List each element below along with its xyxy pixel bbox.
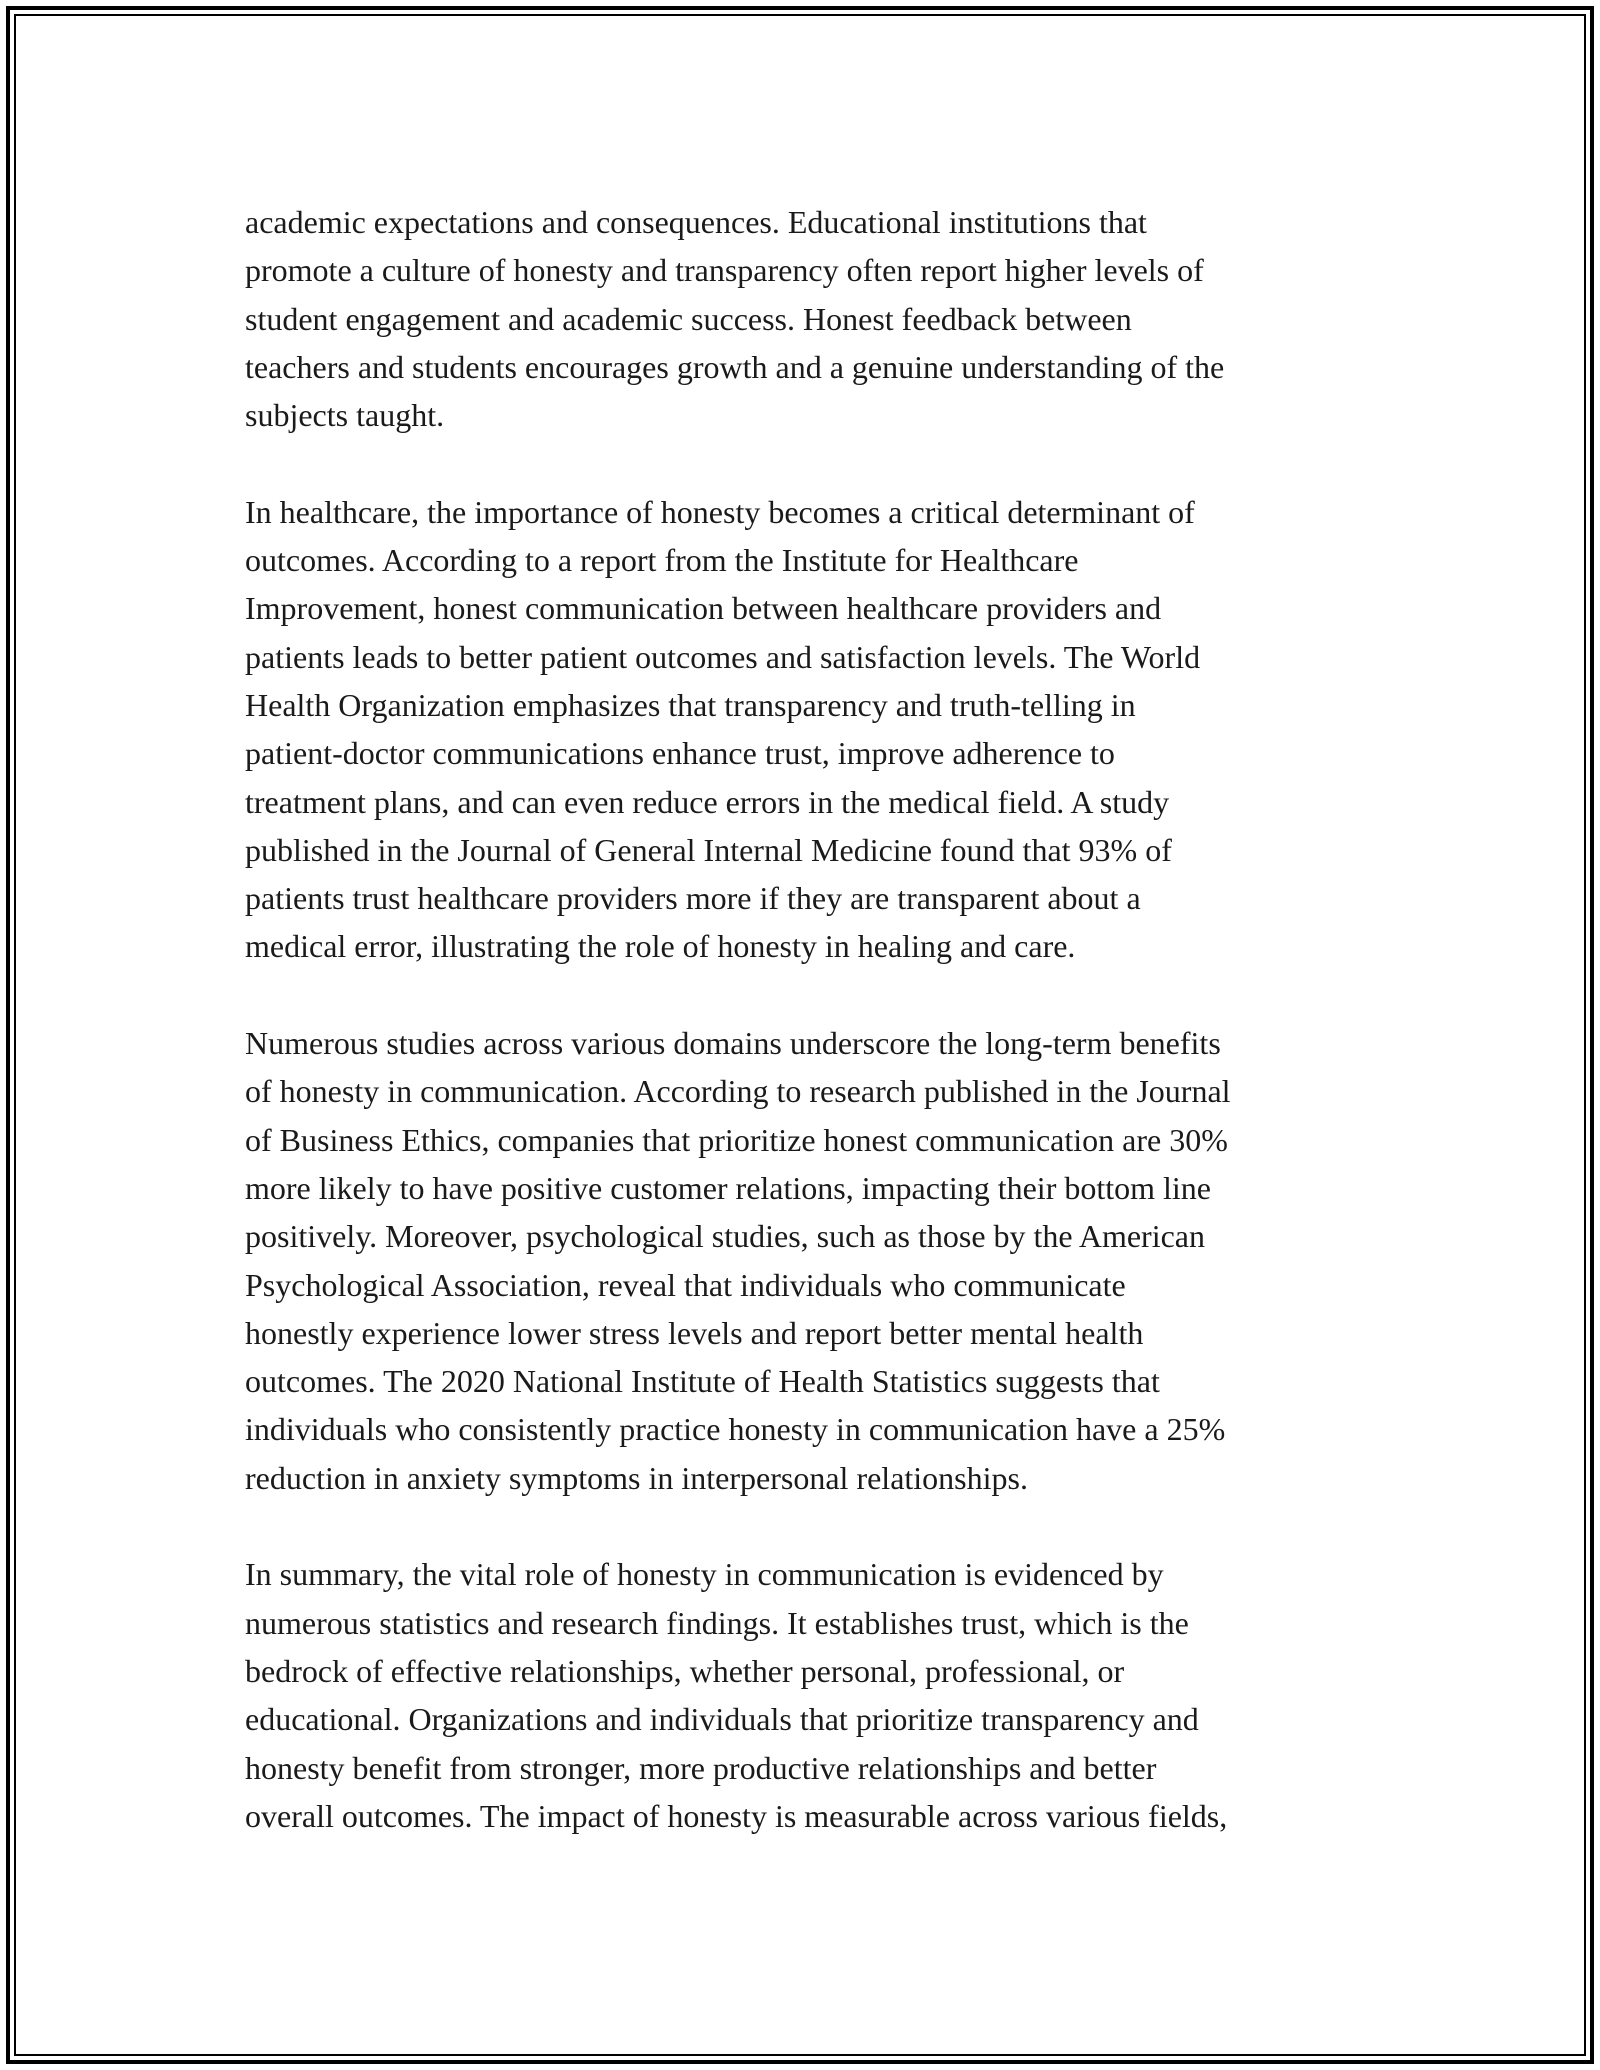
paragraph-studies — [245, 1019, 1395, 1502]
text-line: In healthcare, the importance of honesty becomes a critical determinant of — [245, 493, 1195, 530]
text-line: outcomes. The 2020 National Institute of Health Statistics suggests that — [245, 1363, 1160, 1400]
text-line: honesty benefit from stronger, more productive relationships and better — [245, 1749, 1157, 1786]
paragraph-healthcare — [245, 488, 1395, 971]
text-line: numerous statistics and research findings. It establishes trust, which is the — [245, 1604, 1189, 1641]
text-line: treatment plans, and can even reduce errors in the medical field. A study — [245, 783, 1170, 820]
text-line: patient-doctor communications enhance trust, improve adherence to — [245, 735, 1115, 772]
text-line: Health Organization emphasizes that transparency and truth-telling in — [245, 686, 1136, 723]
paragraph-education — [245, 198, 1395, 439]
text-line: Improvement, honest communication between healthcare providers and — [245, 590, 1162, 627]
text-line: teachers and students encourages growth and a genuine understanding of the — [245, 348, 1225, 385]
text-line: overall outcomes. The impact of honesty is measurable across various fields, — [245, 1797, 1228, 1834]
text-line: medical error, illustrating the role of honesty in healing and care. — [245, 928, 1076, 965]
text-line: educational. Organizations and individuals that prioritize transparency and — [245, 1701, 1199, 1738]
text-line: promote a culture of honesty and transparency often report higher levels of — [245, 252, 1204, 289]
text-line: bedrock of effective relationships, whether personal, professional, or — [245, 1652, 1125, 1689]
text-line: of Business Ethics, companies that prioritize honest communication are 30% — [245, 1121, 1228, 1158]
text-line: reduction in anxiety symptoms in interpersonal relationships. — [245, 1459, 1028, 1496]
text-line: outcomes. According to a report from the Institute for Healthcare — [245, 542, 1079, 579]
page-frame — [6, 6, 1594, 2064]
text-line: individuals who consistently practice honesty in communication have a 25% — [245, 1411, 1226, 1448]
text-line: Numerous studies across various domains underscore the long-term benefits — [245, 1025, 1221, 1062]
text-line: honestly experience lower stress levels and report better mental health — [245, 1314, 1144, 1351]
text-line: more likely to have positive customer relations, impacting their bottom line — [245, 1169, 1211, 1206]
text-line: In summary, the vital role of honesty in communication is evidenced by — [245, 1556, 1164, 1593]
text-line: published in the Journal of General Internal Medicine found that 93% of — [245, 831, 1172, 868]
text-line: of honesty in communication. According to research published in the Journal — [245, 1073, 1231, 1110]
text-line: subjects taught. — [245, 397, 445, 434]
text-line: student engagement and academic success. Honest feedback between — [245, 300, 1132, 337]
text-line: patients leads to better patient outcomes and satisfaction levels. The World — [245, 638, 1201, 675]
text-line: positively. Moreover, psychological studies, such as those by the American — [245, 1218, 1205, 1255]
body-text — [245, 198, 1395, 1840]
paragraph-summary — [245, 1550, 1395, 1840]
text-line: Psychological Association, reveal that individuals who communicate — [245, 1266, 1126, 1303]
text-line: patients trust healthcare providers more if they are transparent about a — [245, 880, 1141, 917]
text-line: academic expectations and consequences. Educational institutions that — [245, 204, 1147, 240]
